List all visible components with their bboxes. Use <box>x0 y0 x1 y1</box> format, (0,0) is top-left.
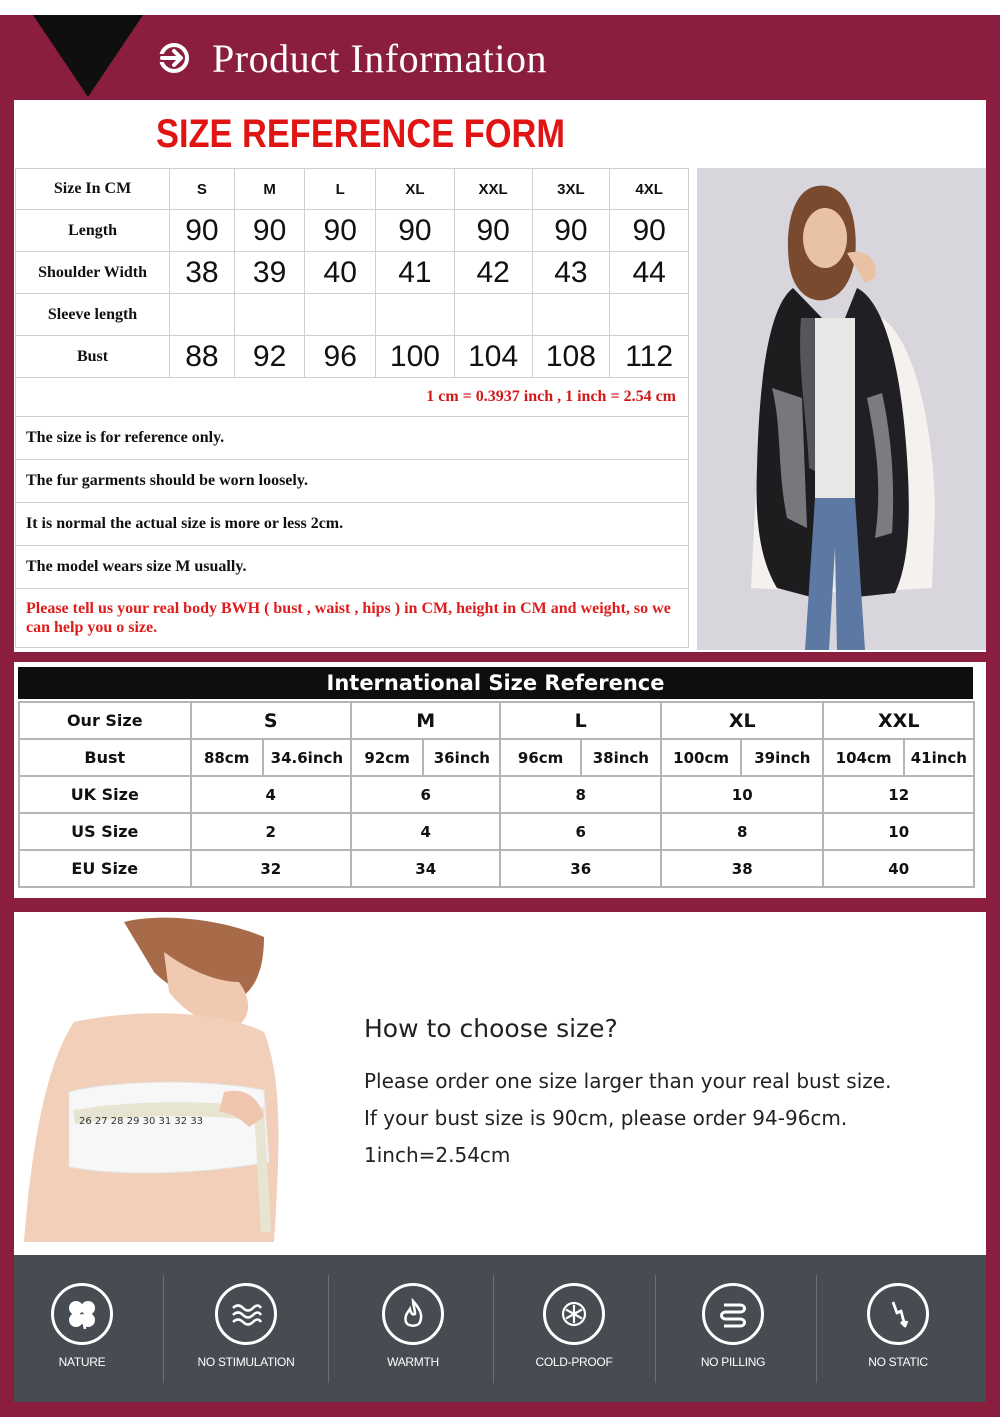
cell: 44 <box>610 252 689 294</box>
note-row <box>16 417 689 460</box>
row-label: US Size <box>19 813 191 850</box>
cell: 36inch <box>423 739 500 776</box>
feature-no-static <box>823 1283 973 1369</box>
size-header: L <box>500 702 661 739</box>
cell: 38 <box>170 252 235 294</box>
table-row <box>16 336 689 378</box>
cell: 32 <box>191 850 351 887</box>
corner-label: Size In CM <box>16 169 170 210</box>
feature-label: NATURE <box>58 1355 106 1369</box>
cell <box>170 294 235 336</box>
how-to-line: 1inch=2.54cm <box>364 1143 511 1167</box>
how-to-line: If your bust size is 90cm, please order 94-96cm. <box>364 1106 848 1130</box>
feature-divider <box>163 1275 164 1383</box>
waves-icon <box>215 1283 277 1345</box>
cell: 92 <box>234 336 305 378</box>
model-figure-image <box>697 168 986 650</box>
cell: 6 <box>500 813 661 850</box>
how-to-choose-text <box>364 1014 891 1174</box>
cell: 42 <box>454 252 532 294</box>
cell: 88 <box>170 336 235 378</box>
cell: 104 <box>454 336 532 378</box>
feature-no-stimulation <box>171 1283 321 1369</box>
row-label: Bust <box>19 739 191 776</box>
size-form-title: SIZE REFERENCE FORM <box>156 112 566 156</box>
feature-divider <box>816 1275 817 1383</box>
size-header: M <box>351 702 500 739</box>
cell: 90 <box>234 210 305 252</box>
cell <box>454 294 532 336</box>
cell <box>532 294 610 336</box>
how-to-line: Please order one size larger than your real bust size. <box>364 1069 892 1093</box>
cell: 8 <box>661 813 824 850</box>
cell: 108 <box>532 336 610 378</box>
feature-label: WARMTH <box>387 1355 439 1369</box>
cell: 112 <box>610 336 689 378</box>
cell: 104cm <box>823 739 903 776</box>
size-header: S <box>191 702 351 739</box>
international-size-title: International Size Reference <box>18 667 973 699</box>
flame-icon <box>382 1283 444 1345</box>
table-row <box>19 776 974 813</box>
conversion-row <box>16 378 689 417</box>
cell: 40 <box>823 850 974 887</box>
clover-icon <box>51 1283 113 1345</box>
note-row <box>16 589 689 648</box>
cell: 90 <box>376 210 455 252</box>
spring-icon <box>702 1283 764 1345</box>
cell: 90 <box>305 210 376 252</box>
row-label: Length <box>16 210 170 252</box>
row-label: EU Size <box>19 850 191 887</box>
table-header-row <box>19 702 974 739</box>
cell: 6 <box>351 776 500 813</box>
size-reference-table <box>15 168 689 648</box>
table-row <box>19 850 974 887</box>
feature-nature <box>7 1283 157 1369</box>
cell <box>376 294 455 336</box>
cell <box>610 294 689 336</box>
feature-label: NO STATIC <box>868 1355 928 1369</box>
row-label: UK Size <box>19 776 191 813</box>
cell: 90 <box>610 210 689 252</box>
cell: 38 <box>661 850 824 887</box>
cell: 36 <box>500 850 661 887</box>
model-photo <box>697 168 986 650</box>
feature-warmth <box>338 1283 488 1369</box>
feature-cold-proof <box>499 1283 649 1369</box>
table-header-row <box>16 169 689 210</box>
cell: 10 <box>661 776 824 813</box>
cell: 100cm <box>661 739 741 776</box>
measuring-woman-image <box>14 912 334 1255</box>
feature-no-pilling <box>658 1283 808 1369</box>
cell: 34 <box>351 850 500 887</box>
size-header: 4XL <box>610 169 689 210</box>
size-header: XL <box>661 702 824 739</box>
cell: 90 <box>454 210 532 252</box>
feature-label: NO STIMULATION <box>197 1355 295 1369</box>
cell: 90 <box>170 210 235 252</box>
table-row <box>16 252 689 294</box>
cell: 41 <box>376 252 455 294</box>
size-header: M <box>234 169 305 210</box>
note-row <box>16 503 689 546</box>
header-triangle <box>33 15 143 97</box>
feature-label: COLD-PROOF <box>535 1355 613 1369</box>
size-header: XXL <box>454 169 532 210</box>
size-header: 3XL <box>532 169 610 210</box>
cell: 88cm <box>191 739 263 776</box>
lightning-icon <box>867 1283 929 1345</box>
how-to-heading: How to choose size? <box>364 1014 618 1043</box>
row-label: Shoulder Width <box>16 252 170 294</box>
feature-label: NO PILLING <box>700 1355 766 1369</box>
cell <box>305 294 376 336</box>
table-row <box>16 210 689 252</box>
size-header: XXL <box>823 702 974 739</box>
table-row <box>19 739 974 776</box>
table-row <box>19 813 974 850</box>
note-text: The size is for reference only. <box>16 417 689 460</box>
table-row <box>16 294 689 336</box>
row-label: Bust <box>16 336 170 378</box>
snow-icon <box>543 1283 605 1345</box>
arrow-right-icon <box>158 42 190 74</box>
cell: 90 <box>532 210 610 252</box>
note-row <box>16 460 689 503</box>
cell: 38inch <box>581 739 661 776</box>
note-text: The fur garments should be worn loosely. <box>16 460 689 503</box>
cell: 41inch <box>904 739 974 776</box>
note-text: The model wears size M usually. <box>16 546 689 589</box>
cell: 40 <box>305 252 376 294</box>
note-row <box>16 546 689 589</box>
cell: 96 <box>305 336 376 378</box>
feature-divider <box>493 1275 494 1383</box>
section-header <box>0 15 1000 103</box>
cell: 34.6inch <box>263 739 351 776</box>
cell: 12 <box>823 776 974 813</box>
cell: 39inch <box>741 739 823 776</box>
feature-divider <box>655 1275 656 1383</box>
row-label: Our Size <box>19 702 191 739</box>
request-text: Please tell us your real body BWH ( bust , waist , hips ) in CM, height in CM and weight, so we can help you o size. <box>16 589 689 648</box>
cell: 100 <box>376 336 455 378</box>
note-text: It is normal the actual size is more or less 2cm. <box>16 503 689 546</box>
row-label: Sleeve length <box>16 294 170 336</box>
size-header: L <box>305 169 376 210</box>
size-header: S <box>170 169 235 210</box>
cell: 39 <box>234 252 305 294</box>
international-size-table <box>18 701 975 888</box>
cell: 4 <box>351 813 500 850</box>
cell: 43 <box>532 252 610 294</box>
size-header: XL <box>376 169 455 210</box>
cell: 4 <box>191 776 351 813</box>
section-title: Product Information <box>212 36 547 81</box>
cell <box>234 294 305 336</box>
unit-conversion-note: 1 cm = 0.3937 inch , 1 inch = 2.54 cm <box>16 378 689 417</box>
cell: 96cm <box>500 739 580 776</box>
cell: 10 <box>823 813 974 850</box>
feature-divider <box>328 1275 329 1383</box>
tape-numbers: 26 27 28 29 30 31 32 33 <box>79 1116 204 1127</box>
cell: 92cm <box>351 739 423 776</box>
cell: 2 <box>191 813 351 850</box>
cell: 8 <box>500 776 661 813</box>
